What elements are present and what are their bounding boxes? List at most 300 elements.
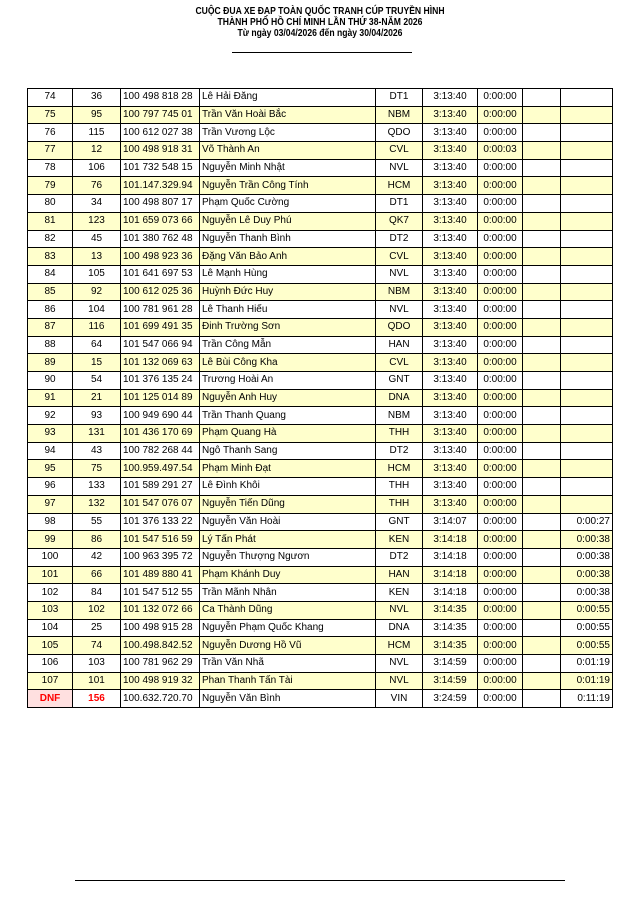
document-header xyxy=(0,6,640,39)
empty-cell xyxy=(523,301,561,319)
gap-cell xyxy=(561,212,613,230)
empty-cell xyxy=(523,460,561,478)
rank-cell: 84 xyxy=(28,265,73,283)
rider-name-cell: Phạm Khánh Duy xyxy=(200,566,376,584)
team-code-cell: DT2 xyxy=(376,442,423,460)
bib-cell: 105 xyxy=(73,265,121,283)
rank-cell: 95 xyxy=(28,460,73,478)
time-cell: 3:14:18 xyxy=(423,566,478,584)
rider-name-cell: Đinh Trường Sơn xyxy=(200,318,376,336)
bib-cell: 45 xyxy=(73,230,121,248)
gap-cell xyxy=(561,442,613,460)
gap-cell: 0:00:55 xyxy=(561,601,613,619)
rank-cell: 83 xyxy=(28,248,73,266)
empty-cell xyxy=(523,354,561,372)
gap-cell xyxy=(561,142,613,160)
rank-cell: 91 xyxy=(28,389,73,407)
uci-id-cell: 101 376 135 24 xyxy=(121,372,200,390)
gap-cell xyxy=(561,354,613,372)
gap-cell: 0:00:27 xyxy=(561,513,613,531)
bonus-cell: 0:00:00 xyxy=(478,212,523,230)
rider-name-cell: Ngô Thanh Sang xyxy=(200,442,376,460)
table-row xyxy=(28,672,613,690)
time-cell: 3:13:40 xyxy=(423,142,478,160)
bonus-cell: 0:00:00 xyxy=(478,495,523,513)
rider-name-cell: Phan Thanh Tấn Tài xyxy=(200,672,376,690)
empty-cell xyxy=(523,425,561,443)
uci-id-cell: 101 547 066 94 xyxy=(121,336,200,354)
bib-cell: 36 xyxy=(73,89,121,107)
bonus-cell: 0:00:00 xyxy=(478,672,523,690)
team-code-cell: QDO xyxy=(376,318,423,336)
rider-name-cell: Nguyễn Minh Nhật xyxy=(200,159,376,177)
team-code-cell: NVL xyxy=(376,301,423,319)
empty-cell xyxy=(523,372,561,390)
empty-cell xyxy=(523,212,561,230)
bib-cell: 101 xyxy=(73,672,121,690)
gap-cell: 0:00:55 xyxy=(561,637,613,655)
bib-cell: 93 xyxy=(73,407,121,425)
rank-cell: 100 xyxy=(28,548,73,566)
gap-cell xyxy=(561,230,613,248)
gap-cell xyxy=(561,336,613,354)
uci-id-cell: 100 498 818 28 xyxy=(121,89,200,107)
bonus-cell: 0:00:00 xyxy=(478,442,523,460)
time-cell: 3:13:40 xyxy=(423,478,478,496)
bonus-cell: 0:00:00 xyxy=(478,336,523,354)
rank-cell: 78 xyxy=(28,159,73,177)
table-row xyxy=(28,442,613,460)
time-cell: 3:14:35 xyxy=(423,619,478,637)
rank-cell: 76 xyxy=(28,124,73,142)
bib-cell: 43 xyxy=(73,442,121,460)
rider-name-cell: Phạm Quang Hà xyxy=(200,425,376,443)
empty-cell xyxy=(523,637,561,655)
team-code-cell: CVL xyxy=(376,248,423,266)
team-code-cell: HCM xyxy=(376,177,423,195)
bib-cell: 156 xyxy=(73,690,121,708)
table-row xyxy=(28,566,613,584)
bib-cell: 115 xyxy=(73,124,121,142)
bonus-cell: 0:00:00 xyxy=(478,531,523,549)
bib-cell: 55 xyxy=(73,513,121,531)
time-cell: 3:13:40 xyxy=(423,336,478,354)
team-code-cell: GNT xyxy=(376,372,423,390)
bonus-cell: 0:00:00 xyxy=(478,159,523,177)
time-cell: 3:13:40 xyxy=(423,354,478,372)
uci-id-cell: 101 589 291 27 xyxy=(121,478,200,496)
uci-id-cell: 100.498.842.52 xyxy=(121,637,200,655)
empty-cell xyxy=(523,283,561,301)
bonus-cell: 0:00:00 xyxy=(478,655,523,673)
rank-cell: 97 xyxy=(28,495,73,513)
team-code-cell: NVL xyxy=(376,265,423,283)
uci-id-cell: 100 498 918 31 xyxy=(121,142,200,160)
uci-id-cell: 101 380 762 48 xyxy=(121,230,200,248)
rider-name-cell: Trần Văn Nhã xyxy=(200,655,376,673)
empty-cell xyxy=(523,513,561,531)
empty-cell xyxy=(523,672,561,690)
uci-id-cell: 100 782 268 44 xyxy=(121,442,200,460)
bib-cell: 104 xyxy=(73,301,121,319)
table-row xyxy=(28,407,613,425)
team-code-cell: KEN xyxy=(376,531,423,549)
team-code-cell: NVL xyxy=(376,159,423,177)
team-code-cell: NBM xyxy=(376,106,423,124)
uci-id-cell: 100 963 395 72 xyxy=(121,548,200,566)
gap-cell: 0:00:38 xyxy=(561,566,613,584)
rider-name-cell: Võ Thành An xyxy=(200,142,376,160)
bonus-cell: 0:00:00 xyxy=(478,124,523,142)
bib-cell: 64 xyxy=(73,336,121,354)
table-row xyxy=(28,548,613,566)
uci-id-cell: 101 489 880 41 xyxy=(121,566,200,584)
uci-id-cell: 100 781 961 28 xyxy=(121,301,200,319)
uci-id-cell: 101 547 516 59 xyxy=(121,531,200,549)
bib-cell: 15 xyxy=(73,354,121,372)
uci-id-cell: 101 436 170 69 xyxy=(121,425,200,443)
table-row xyxy=(28,619,613,637)
bonus-cell: 0:00:00 xyxy=(478,248,523,266)
bib-cell: 84 xyxy=(73,584,121,602)
bib-cell: 132 xyxy=(73,495,121,513)
rider-name-cell: Ca Thành Dũng xyxy=(200,601,376,619)
team-code-cell: NBM xyxy=(376,283,423,301)
time-cell: 3:13:40 xyxy=(423,195,478,213)
team-code-cell: GNT xyxy=(376,513,423,531)
bib-cell: 95 xyxy=(73,106,121,124)
time-cell: 3:13:40 xyxy=(423,159,478,177)
uci-id-cell: 101 547 512 55 xyxy=(121,584,200,602)
time-cell: 3:14:35 xyxy=(423,601,478,619)
team-code-cell: CVL xyxy=(376,354,423,372)
time-cell: 3:13:40 xyxy=(423,389,478,407)
uci-id-cell: 100 498 915 28 xyxy=(121,619,200,637)
team-code-cell: NBM xyxy=(376,407,423,425)
gap-cell xyxy=(561,495,613,513)
empty-cell xyxy=(523,442,561,460)
rank-cell: 74 xyxy=(28,89,73,107)
gap-cell xyxy=(561,301,613,319)
gap-cell xyxy=(561,159,613,177)
rider-name-cell: Nguyễn Anh Huy xyxy=(200,389,376,407)
bib-cell: 25 xyxy=(73,619,121,637)
bonus-cell: 0:00:00 xyxy=(478,89,523,107)
gap-cell xyxy=(561,318,613,336)
rank-cell: 102 xyxy=(28,584,73,602)
bib-cell: 75 xyxy=(73,460,121,478)
rank-cell: 99 xyxy=(28,531,73,549)
uci-id-cell: 100 612 025 36 xyxy=(121,283,200,301)
empty-cell xyxy=(523,318,561,336)
bib-cell: 66 xyxy=(73,566,121,584)
time-cell: 3:14:35 xyxy=(423,637,478,655)
rider-name-cell: Trần Mãnh Nhân xyxy=(200,584,376,602)
rank-cell: 79 xyxy=(28,177,73,195)
rank-cell: 87 xyxy=(28,318,73,336)
bonus-cell: 0:00:00 xyxy=(478,318,523,336)
uci-id-cell: 100.632.720.70 xyxy=(121,690,200,708)
table-row xyxy=(28,106,613,124)
table-row xyxy=(28,460,613,478)
time-cell: 3:13:40 xyxy=(423,230,478,248)
gap-cell: 0:00:55 xyxy=(561,619,613,637)
bonus-cell: 0:00:00 xyxy=(478,354,523,372)
uci-id-cell: 101 547 076 07 xyxy=(121,495,200,513)
rider-name-cell: Nguyễn Văn Bình xyxy=(200,690,376,708)
uci-id-cell: 101 641 697 53 xyxy=(121,265,200,283)
team-code-cell: QK7 xyxy=(376,212,423,230)
bonus-cell: 0:00:00 xyxy=(478,195,523,213)
empty-cell xyxy=(523,177,561,195)
bib-cell: 92 xyxy=(73,283,121,301)
empty-cell xyxy=(523,124,561,142)
empty-cell xyxy=(523,495,561,513)
team-code-cell: DT2 xyxy=(376,230,423,248)
time-cell: 3:13:40 xyxy=(423,442,478,460)
bib-cell: 13 xyxy=(73,248,121,266)
uci-id-cell: 101 376 133 22 xyxy=(121,513,200,531)
table-row xyxy=(28,584,613,602)
gap-cell xyxy=(561,407,613,425)
rider-name-cell: Lê Thanh Hiếu xyxy=(200,301,376,319)
team-code-cell: HAN xyxy=(376,336,423,354)
empty-cell xyxy=(523,230,561,248)
team-code-cell: VIN xyxy=(376,690,423,708)
empty-cell xyxy=(523,655,561,673)
bib-cell: 133 xyxy=(73,478,121,496)
uci-id-cell: 100 498 919 32 xyxy=(121,672,200,690)
bib-cell: 102 xyxy=(73,601,121,619)
bib-cell: 123 xyxy=(73,212,121,230)
bonus-cell: 0:00:00 xyxy=(478,601,523,619)
table-row xyxy=(28,354,613,372)
bonus-cell: 0:00:00 xyxy=(478,177,523,195)
rank-cell: 75 xyxy=(28,106,73,124)
bib-cell: 106 xyxy=(73,159,121,177)
empty-cell xyxy=(523,584,561,602)
empty-cell xyxy=(523,336,561,354)
table-row xyxy=(28,230,613,248)
rider-name-cell: Trần Thanh Quang xyxy=(200,407,376,425)
rank-cell: 105 xyxy=(28,637,73,655)
rank-cell: 101 xyxy=(28,566,73,584)
team-code-cell: HCM xyxy=(376,637,423,655)
bonus-cell: 0:00:00 xyxy=(478,283,523,301)
race-subtitle: THÀNH PHỐ HỒ CHÍ MINH LẦN THỨ 38-NĂM 2026 xyxy=(217,17,423,28)
bonus-cell: 0:00:00 xyxy=(478,425,523,443)
gap-cell xyxy=(561,89,613,107)
rank-cell: 77 xyxy=(28,142,73,160)
table-row xyxy=(28,372,613,390)
time-cell: 3:24:59 xyxy=(423,690,478,708)
bonus-cell: 0:00:00 xyxy=(478,566,523,584)
empty-cell xyxy=(523,601,561,619)
uci-id-cell: 100.959.497.54 xyxy=(121,460,200,478)
table-row xyxy=(28,159,613,177)
gap-cell: 0:01:19 xyxy=(561,672,613,690)
rider-name-cell: Trần Công Mẫn xyxy=(200,336,376,354)
bonus-cell: 0:00:00 xyxy=(478,619,523,637)
empty-cell xyxy=(523,407,561,425)
gap-cell: 0:00:38 xyxy=(561,584,613,602)
empty-cell xyxy=(523,566,561,584)
team-code-cell: DNA xyxy=(376,389,423,407)
table-row xyxy=(28,655,613,673)
rider-name-cell: Đặng Văn Bảo Anh xyxy=(200,248,376,266)
rank-cell: 104 xyxy=(28,619,73,637)
gap-cell xyxy=(561,195,613,213)
uci-id-cell: 101 132 069 63 xyxy=(121,354,200,372)
bib-cell: 131 xyxy=(73,425,121,443)
bonus-cell: 0:00:00 xyxy=(478,513,523,531)
rank-cell: 88 xyxy=(28,336,73,354)
empty-cell xyxy=(523,195,561,213)
gap-cell: 0:01:19 xyxy=(561,655,613,673)
time-cell: 3:13:40 xyxy=(423,177,478,195)
time-cell: 3:13:40 xyxy=(423,407,478,425)
rider-name-cell: Lê Bùi Công Kha xyxy=(200,354,376,372)
team-code-cell: NVL xyxy=(376,655,423,673)
time-cell: 3:13:40 xyxy=(423,495,478,513)
table-row xyxy=(28,425,613,443)
uci-id-cell: 101 732 548 15 xyxy=(121,159,200,177)
table-row xyxy=(28,195,613,213)
rank-cell: 98 xyxy=(28,513,73,531)
uci-id-cell: 100 949 690 44 xyxy=(121,407,200,425)
gap-cell xyxy=(561,460,613,478)
team-code-cell: THH xyxy=(376,425,423,443)
bib-cell: 12 xyxy=(73,142,121,160)
bonus-cell: 0:00:03 xyxy=(478,142,523,160)
rank-cell: 89 xyxy=(28,354,73,372)
rider-name-cell: Trương Hoài An xyxy=(200,372,376,390)
uci-id-cell: 100 498 807 17 xyxy=(121,195,200,213)
bonus-cell: 0:00:00 xyxy=(478,690,523,708)
uci-id-cell: 101 125 014 89 xyxy=(121,389,200,407)
race-dates: Từ ngày 03/04/2026 đến ngày 30/04/2026 xyxy=(237,28,403,39)
time-cell: 3:13:40 xyxy=(423,460,478,478)
bib-cell: 103 xyxy=(73,655,121,673)
team-code-cell: NVL xyxy=(376,601,423,619)
table-row xyxy=(28,248,613,266)
empty-cell xyxy=(523,531,561,549)
bonus-cell: 0:00:00 xyxy=(478,548,523,566)
gap-cell xyxy=(561,177,613,195)
table-row xyxy=(28,89,613,107)
bonus-cell: 0:00:00 xyxy=(478,389,523,407)
footer-divider xyxy=(75,880,565,881)
bib-cell: 42 xyxy=(73,548,121,566)
rider-name-cell: Phạm Minh Đạt xyxy=(200,460,376,478)
team-code-cell: NVL xyxy=(376,672,423,690)
rank-cell: 94 xyxy=(28,442,73,460)
team-code-cell: DT1 xyxy=(376,195,423,213)
gap-cell xyxy=(561,389,613,407)
bonus-cell: 0:00:00 xyxy=(478,584,523,602)
gap-cell: 0:11:19 xyxy=(561,690,613,708)
time-cell: 3:14:18 xyxy=(423,548,478,566)
bonus-cell: 0:00:00 xyxy=(478,407,523,425)
gap-cell xyxy=(561,124,613,142)
rider-name-cell: Nguyễn Lê Duy Phú xyxy=(200,212,376,230)
table-row xyxy=(28,478,613,496)
bib-cell: 54 xyxy=(73,372,121,390)
gap-cell xyxy=(561,106,613,124)
empty-cell xyxy=(523,389,561,407)
bib-cell: 21 xyxy=(73,389,121,407)
table-row xyxy=(28,283,613,301)
empty-cell xyxy=(523,548,561,566)
rider-name-cell: Nguyễn Dương Hồ Vũ xyxy=(200,637,376,655)
header-divider xyxy=(232,52,412,53)
time-cell: 3:13:40 xyxy=(423,124,478,142)
bonus-cell: 0:00:00 xyxy=(478,265,523,283)
bib-cell: 86 xyxy=(73,531,121,549)
rider-name-cell: Lý Tấn Phát xyxy=(200,531,376,549)
team-code-cell: DT1 xyxy=(376,89,423,107)
bonus-cell: 0:00:00 xyxy=(478,372,523,390)
bib-cell: 116 xyxy=(73,318,121,336)
time-cell: 3:13:40 xyxy=(423,283,478,301)
table-row xyxy=(28,637,613,655)
rider-name-cell: Nguyễn Tiến Dũng xyxy=(200,495,376,513)
table-row xyxy=(28,601,613,619)
rank-cell: 85 xyxy=(28,283,73,301)
bonus-cell: 0:00:00 xyxy=(478,106,523,124)
gap-cell xyxy=(561,265,613,283)
empty-cell xyxy=(523,142,561,160)
rider-name-cell: Nguyễn Thanh Bình xyxy=(200,230,376,248)
bonus-cell: 0:00:00 xyxy=(478,637,523,655)
table-row xyxy=(28,318,613,336)
rider-name-cell: Phạm Quốc Cường xyxy=(200,195,376,213)
table-row xyxy=(28,177,613,195)
time-cell: 3:13:40 xyxy=(423,106,478,124)
table-row xyxy=(28,265,613,283)
rider-name-cell: Nguyễn Văn Hoài xyxy=(200,513,376,531)
race-title: CUỘC ĐUA XE ĐẠP TOÀN QUỐC TRANH CÚP TRUYỀN HÌNH xyxy=(195,6,445,17)
rank-cell: 107 xyxy=(28,672,73,690)
uci-id-cell: 101 132 072 66 xyxy=(121,601,200,619)
rider-name-cell: Huỳnh Đức Huy xyxy=(200,283,376,301)
rank-cell: 96 xyxy=(28,478,73,496)
team-code-cell: QDO xyxy=(376,124,423,142)
rank-cell: 103 xyxy=(28,601,73,619)
rank-cell: 93 xyxy=(28,425,73,443)
table-row xyxy=(28,513,613,531)
uci-id-cell: 101 699 491 35 xyxy=(121,318,200,336)
team-code-cell: THH xyxy=(376,495,423,513)
bib-cell: 74 xyxy=(73,637,121,655)
time-cell: 3:13:40 xyxy=(423,265,478,283)
results-body xyxy=(28,89,613,708)
rider-name-cell: Nguyễn Thượng Ngươn xyxy=(200,548,376,566)
rider-name-cell: Nguyễn Phạm Quốc Khang xyxy=(200,619,376,637)
gap-cell xyxy=(561,283,613,301)
time-cell: 3:13:40 xyxy=(423,372,478,390)
gap-cell: 0:00:38 xyxy=(561,548,613,566)
rider-name-cell: Nguyễn Trần Công Tính xyxy=(200,177,376,195)
rider-name-cell: Lê Đình Khôi xyxy=(200,478,376,496)
uci-id-cell: 100 781 962 29 xyxy=(121,655,200,673)
table-row xyxy=(28,301,613,319)
time-cell: 3:13:40 xyxy=(423,248,478,266)
team-code-cell: KEN xyxy=(376,584,423,602)
empty-cell xyxy=(523,159,561,177)
table-row xyxy=(28,690,613,708)
time-cell: 3:13:40 xyxy=(423,318,478,336)
